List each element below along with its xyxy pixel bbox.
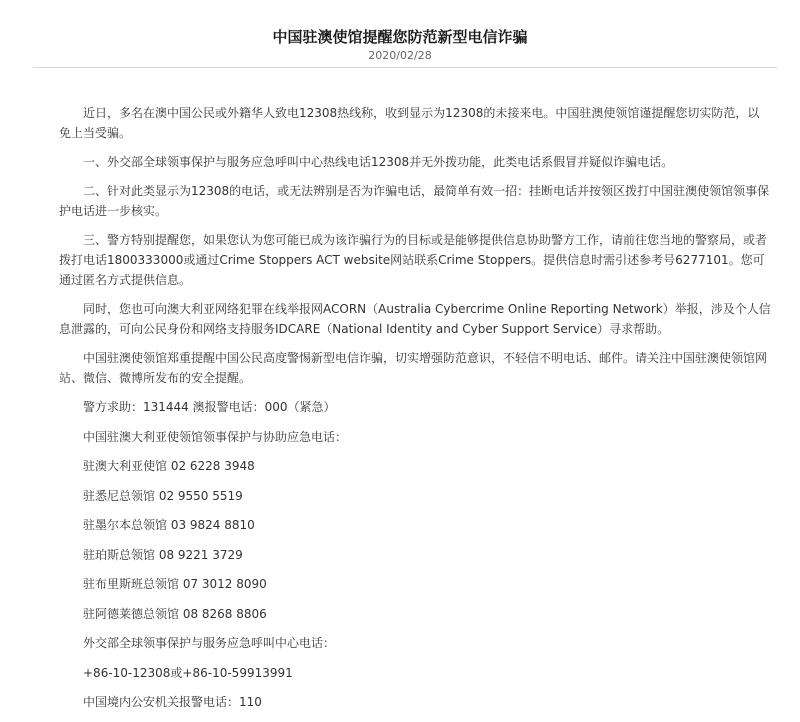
- contact-line-china-police: 中国境内公安机关报警电话：110: [83, 695, 262, 709]
- contact-line-police: 警方求助：131444 澳报警电话：000（紧急）: [83, 400, 336, 414]
- paragraph-point-three: 三、警方特别提醒您，如果您认为您可能已成为该诈骗行为的目标或是能够提供信息协助警方工作，请前往您当地的警察局，或者拨打电话1800333000或通过Crime Stoppers ACT website网站联系Crime Stoppers。提供信息时需引述参考号6277101。您可通过匿名方式提供信息。: [59, 233, 768, 287]
- header-divider: [33, 67, 777, 68]
- contact-line-embassy: 驻澳大利亚使馆 02 6228 3948: [83, 459, 255, 473]
- contact-line-brisbane: 驻布里斯班总领馆 07 3012 8090: [83, 577, 267, 591]
- contact-line-sydney: 驻悉尼总领馆 02 9550 5519: [83, 488, 243, 503]
- paragraph-reminder: 中国驻澳使领馆郑重提醒中国公民高度警惕新型电信诈骗，切实增强防范意识，不轻信不明电话、邮件。请关注中国驻澳使领馆网站、微信、微博所发布的安全提醒。: [59, 351, 768, 385]
- article-title: 中国驻澳使馆提醒您防范新型电信诈骗: [272, 28, 528, 46]
- article-date: 2020/02/28: [368, 49, 432, 62]
- paragraph-point-two: 二、针对此类显示为12308的电话，或无法辨别是否为诈骗电话，最简单有效一招：挂断电话并按领区拨打中国驻澳使领馆领事保护电话进一步核实。: [59, 184, 770, 218]
- paragraph-point-one: 一、外交部全球领事保护与服务应急呼叫中心热线电话12308并无外拨功能，此类电话系假冒并疑似诈骗电话。: [83, 155, 674, 169]
- contact-line-adelaide: 驻阿德莱德总领馆 08 8268 8806: [83, 606, 267, 621]
- contact-line-mfa-numbers: +86-10-12308或+86-10-59913991: [83, 665, 293, 680]
- contact-line-perth: 驻珀斯总领馆 08 9221 3729: [83, 547, 243, 562]
- paragraph-intro: 近日，多名在澳中国公民或外籍华人致电12308热线称，收到显示为12308的未接来电。中国驻澳使领馆谨提醒您切实防范，以免上当受骗。: [59, 106, 760, 140]
- contact-line-mfa-heading: 外交部全球领事保护与服务应急呼叫中心电话：: [83, 636, 336, 650]
- contact-line-melbourne: 驻墨尔本总领馆 03 9824 8810: [83, 518, 255, 532]
- contact-line-consular-heading: 中国驻澳大利亚使领馆领事保护与协助应急电话：: [83, 429, 348, 444]
- article-body: [59, 103, 771, 722]
- paragraph-acorn: 同时，您也可向澳大利亚网络犯罪在线举报网ACORN（Australia Cybercrime Online Reporting Network）举报，涉及个人信息泄露的，可向公民身份和网络支持服务IDCARE（National Identity and Cyber Support Service）寻求帮助。: [59, 302, 771, 336]
- contact-list: [59, 397, 771, 722]
